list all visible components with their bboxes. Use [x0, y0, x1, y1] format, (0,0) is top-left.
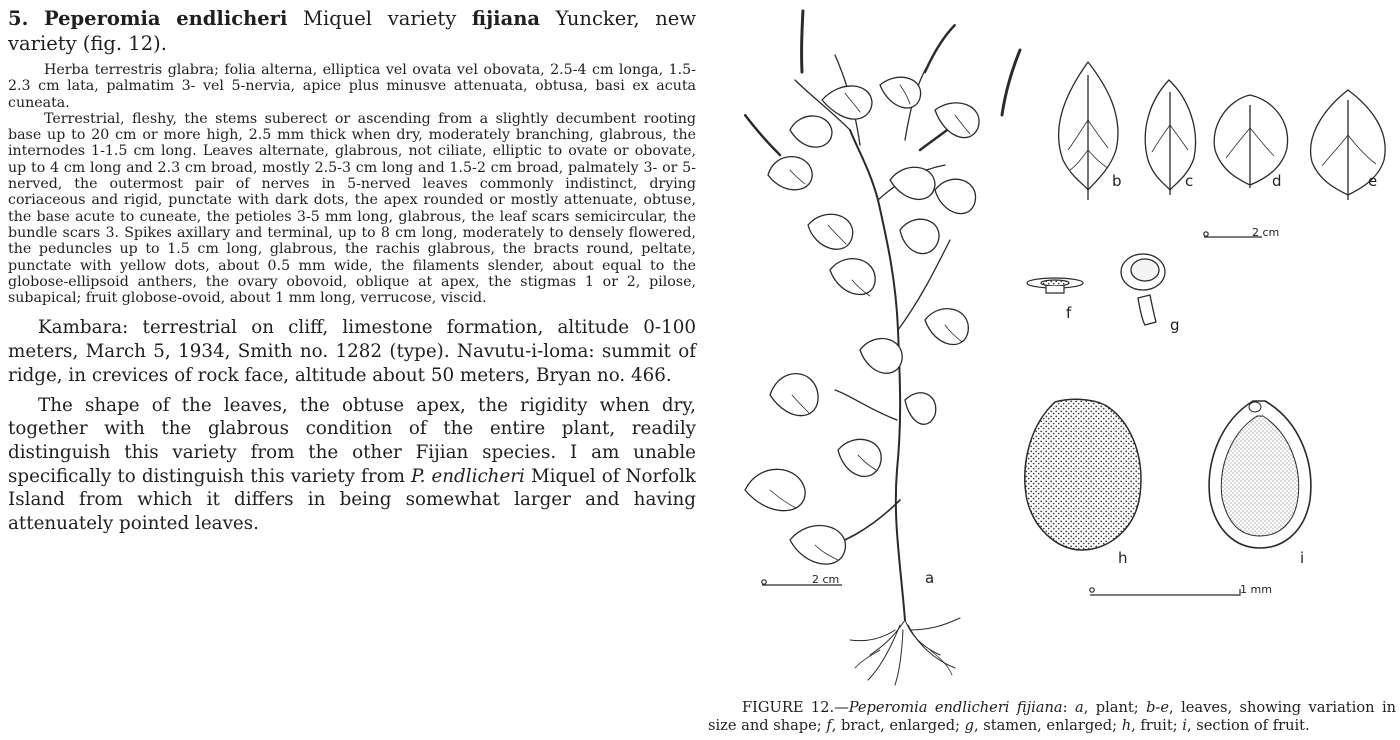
species-name: endlicheri — [176, 7, 288, 30]
caption-f-text: , bract, enlarged; — [831, 717, 965, 735]
label-h: h — [1118, 549, 1128, 567]
label-f: f — [1066, 304, 1072, 322]
latin-diagnosis: Herba terrestris glabra; folia alterna, elliptica vel ovata vel obovata, 2.5-4 cm longa, 1.5-2.3 cm lata, palmatim 3- vel 5-nervia, apice plus minusve attenuata, obtusa, basi ex acuta cuneata. — [8, 62, 696, 111]
caption-i: i — [1182, 717, 1187, 735]
text-column — [8, 6, 696, 536]
leaves-b-e — [1059, 62, 1386, 200]
caption-label: FIGURE 12. — [742, 699, 835, 716]
variety-author: Yuncker, — [555, 7, 640, 30]
caption-f: f — [826, 717, 832, 735]
fruit-section-i — [1209, 401, 1311, 548]
caption-a-text: , plant; — [1083, 699, 1147, 716]
caption-h-text: , fruit; — [1131, 717, 1183, 735]
status-label: new variety — [8, 7, 697, 55]
variety-name: fijiana — [471, 7, 541, 30]
caption-be-text: , leaves, showing variation in size and shape; — [708, 699, 1397, 735]
caption-dash: — — [834, 699, 849, 716]
label-b: b — [1112, 172, 1122, 190]
scale-fruit-label: 1 mm — [1240, 583, 1272, 596]
caption-be: b-e — [1146, 699, 1169, 716]
label-c: c — [1185, 172, 1194, 190]
caption-taxon: Peperomia endlicheri fijiana — [848, 699, 1063, 716]
plant-drawing — [745, 10, 1020, 685]
label-g: g — [1170, 316, 1180, 334]
label-i: i — [1300, 549, 1305, 567]
label-d: d — [1272, 172, 1282, 190]
genus-name: Peperomia — [44, 7, 161, 30]
botanical-figure — [700, 0, 1400, 740]
label-e: e — [1368, 172, 1378, 190]
caption-g: g — [964, 717, 974, 735]
stamen-g — [1121, 254, 1165, 325]
caption-i-text: , section of fruit. — [1186, 717, 1310, 735]
bract-f — [1027, 278, 1083, 293]
caption-g-text: , stamen, enlarged; — [973, 717, 1122, 735]
fruit-h — [1025, 399, 1141, 550]
notes-part-2: Miquel of Norfolk Island from which it differs in being somewhat larger and having attenuately pointed leaves. — [8, 465, 696, 535]
caption-a: a — [1074, 699, 1084, 716]
discussion-notes — [8, 394, 696, 536]
species-author: Miquel — [303, 7, 373, 30]
entry-number: 5. — [8, 7, 29, 30]
label-a: a — [925, 569, 935, 587]
figure-caption — [708, 699, 1396, 736]
notes-taxon: P. endlicheri — [410, 465, 525, 487]
scale-leaves-label: 2 cm — [1252, 226, 1280, 239]
species-heading — [8, 6, 696, 56]
rank-label: variety — [387, 7, 457, 30]
caption-h: h — [1121, 717, 1132, 735]
figure-reference: (fig. 12). — [82, 32, 167, 55]
english-description: Terrestrial, fleshy, the stems suberect or ascending from a slightly decumbent rooting base up to 20 cm or more high, 2.5 mm thick when dry, moderately branching, glabrous, the internodes 1-1.5 cm long. Leaves alternate, glabrous, not ciliate, elliptic to ovate or obovate, up to 4 cm long and 2.3 cm broad, mostly 2.5-3 cm long and 1.5-2 cm broad, palmately 3- or 5-nerved, the outermost pair of nerves in 5-nerved leaves commonly indistinct, drying coriaceous and rigid, punctate with dark dots, the apex rounded or mostly attenuate, obtuse, the base acute to cuneate, the petioles 3-5 mm long, glabrous, the leaf scars semicircular, the bundle scars 3. Spikes axillary and terminal, up to 8 cm long, moderately to densely flowered, the peduncles up to 1.5 cm long, glabrous, the rachis glabrous, the bracts round, peltate, punctate with yellow dots, about 0.5 mm wide, the filaments slender, about equal to the globose-ellipsoid anthers, the ovary obovoid, oblique at apex, the stigmas 1 or 2, pilose, subapical; fruit globose-ovoid, about 1 mm long, verrucose, viscid. — [8, 110, 696, 307]
specimens-cited: Kambara: terrestrial on cliff, limestone formation, altitude 0-100 meters, March 5, 1934, Smith no. 1282 (type). Navutu-i-loma: summit of ridge, in crevices of rock face, altitude about 50 meters, Bryan no. 466. — [8, 317, 696, 386]
notes-part-1: The shape of the leaves, the obtuse apex, the rigidity when dry, together with the glabrous condition of the entire plant, readily distinguish this variety from the other Fijian species. I am unable specifically to distinguish this variety from — [8, 394, 696, 487]
scale-plant-label: 2 cm — [812, 573, 840, 586]
caption-colon: : — [1062, 699, 1068, 716]
